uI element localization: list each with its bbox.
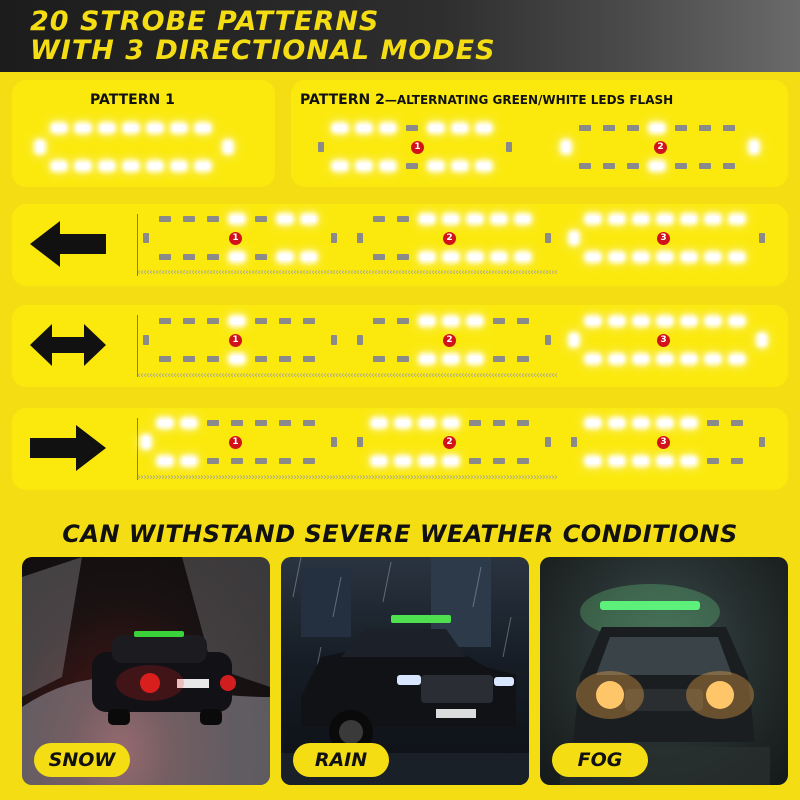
led-off [627,163,639,169]
led-on [683,318,695,324]
led-on [159,458,171,464]
led-on [125,125,137,131]
led-on [125,163,137,169]
fog-label: FOG [552,743,648,777]
led-off [159,254,171,260]
led-on [382,125,394,131]
led-off [303,420,315,426]
rain-photo [281,557,529,785]
step-marker: 3 [657,436,670,449]
led-on [469,356,481,362]
led-on [469,318,481,324]
led-off [675,163,687,169]
led-on [279,254,291,260]
led-off [579,163,591,169]
led-on [707,254,719,260]
led-on [611,356,623,362]
led-on [635,420,647,426]
led-on [197,163,209,169]
led-on [445,356,457,362]
led-off [571,437,577,447]
led-on [587,356,599,362]
led-on [445,420,457,426]
led-on [303,254,315,260]
led-on [659,420,671,426]
led-off [699,163,711,169]
led-off [397,356,409,362]
direction-track-right: ›››››››››››››››››››››››››››››››››››››››››››››››››››››››››››››››››››››››››››››››››››››››››››››››››››››››››››››››››››››››››››››››››››››››››››› [137,473,557,483]
led-on [731,216,743,222]
led-off [357,335,363,345]
led-on [149,163,161,169]
led-off [759,437,765,447]
led-on [421,420,433,426]
led-off [493,420,505,426]
led-on [611,318,623,324]
led-on [445,318,457,324]
divider [137,315,138,377]
led-on [303,216,315,222]
led-off [506,142,512,152]
led-on [469,216,481,222]
led-on [751,142,757,152]
led-on [587,254,599,260]
led-off [397,318,409,324]
led-on [231,254,243,260]
double-arrow-icon [30,320,106,370]
direction-track-left: ‹‹‹‹‹‹‹‹‹‹‹‹‹‹‹‹‹‹‹‹‹‹‹‹‹‹‹‹‹‹‹‹‹‹‹‹‹‹‹‹‹‹‹‹‹‹‹‹‹‹‹‹‹‹‹‹‹‹‹‹‹‹‹‹‹‹‹‹‹‹‹‹‹‹‹‹‹‹‹‹‹‹‹‹‹‹‹‹‹‹‹‹‹‹‹‹‹‹‹‹‹‹‹‹‹‹‹‹‹‹‹‹‹‹‹‹‹‹‹‹‹‹‹‹‹‹‹‹‹‹‹‹‹‹‹‹‹‹‹‹ [137,268,557,278]
led-off [303,458,315,464]
led-on [611,216,623,222]
led-on [611,458,623,464]
led-on [707,318,719,324]
led-off [183,356,195,362]
led-on [635,216,647,222]
led-off [373,216,385,222]
led-off [759,233,765,243]
pattern-2-subtitle: —ALTERNATING GREEN/WHITE LEDS FLASH [384,93,674,107]
led-on [731,254,743,260]
header-title-line2: WITH 3 DIRECTIONAL MODES [30,35,496,66]
led-on [651,125,663,131]
divider [137,418,138,480]
rain-label: RAIN [293,743,389,777]
step-marker: 3 [657,232,670,245]
pattern-1-panel [12,80,275,187]
led-off [406,125,418,131]
led-on [430,125,442,131]
led-on [563,142,569,152]
led-on [587,318,599,324]
led-off [373,356,385,362]
snow-photo [22,557,270,785]
led-off [723,125,735,131]
led-off [406,163,418,169]
left-arrow-icon [30,219,106,269]
led-off [279,420,291,426]
header-banner [0,0,800,72]
led-off [183,318,195,324]
led-on [231,356,243,362]
led-off [331,437,337,447]
led-on [493,216,505,222]
led-on [493,254,505,260]
led-on [430,163,442,169]
led-on [659,458,671,464]
led-on [571,233,577,243]
led-on [37,142,43,152]
step-marker: 1 [229,334,242,347]
led-on [101,163,113,169]
led-on [382,163,394,169]
led-off [517,458,529,464]
led-on [53,163,65,169]
led-off [493,356,505,362]
led-off [255,458,267,464]
led-on [587,216,599,222]
led-off [303,356,315,362]
led-off [207,458,219,464]
led-on [759,335,765,345]
led-off [143,335,149,345]
led-on [173,125,185,131]
led-off [255,420,267,426]
led-off [731,420,743,426]
led-off [207,318,219,324]
led-on [454,125,466,131]
direction-track-both: ‹‹‹‹‹‹‹‹‹‹‹‹‹‹‹‹‹‹‹‹‹‹‹‹‹‹‹‹‹‹‹‹‹‹‹‹‹‹‹‹‹‹‹‹‹‹‹‹‹‹‹‹‹‹‹‹‹‹‹‹‹‹‹‹‹‹‹‹‹‹‹‹‹‹‹‹‹‹‹‹‹‹‹‹‹‹‹‹‹‹‹‹‹‹‹‹‹‹‹‹‹‹‹‹‹‹‹‹‹‹‹‹‹‹‹‹‹‹‹‹‹‹‹‹‹‹‹‹‹‹‹‹‹‹‹‹‹‹‹‹ [137,371,557,381]
led-on [635,254,647,260]
led-on [183,458,195,464]
pattern-1-title: PATTERN 1 [90,92,175,108]
led-on [373,458,385,464]
led-on [173,163,185,169]
led-off [159,318,171,324]
step-marker: 1 [229,436,242,449]
led-off [517,420,529,426]
led-off [397,254,409,260]
led-on [358,125,370,131]
led-on [517,216,529,222]
led-on [143,437,149,447]
led-off [579,125,591,131]
led-on [659,254,671,260]
led-on [231,318,243,324]
led-on [197,125,209,131]
led-off [331,335,337,345]
led-on [587,420,599,426]
led-off [469,458,481,464]
step-marker: 1 [229,232,242,245]
led-on [478,125,490,131]
led-on [445,216,457,222]
led-on [421,356,433,362]
led-off [545,233,551,243]
led-off [255,356,267,362]
led-off [279,458,291,464]
header-title-line1: 20 STROBE PATTERNS [30,6,380,37]
led-on [421,318,433,324]
led-on [159,420,171,426]
led-on [707,356,719,362]
weather-title: CAN WITHSTAND SEVERE WEATHER CONDITIONS [62,520,738,548]
led-on [373,420,385,426]
step-marker: 1 [411,141,424,154]
step-marker: 2 [443,232,456,245]
led-off [707,458,719,464]
led-off [373,318,385,324]
led-off [517,356,529,362]
step-marker: 2 [654,141,667,154]
led-on [77,125,89,131]
led-on [334,125,346,131]
led-off [207,420,219,426]
led-off [603,125,615,131]
led-off [357,233,363,243]
led-off [707,420,719,426]
led-off [231,420,243,426]
led-off [517,318,529,324]
led-off [159,216,171,222]
led-on [517,254,529,260]
led-off [159,356,171,362]
led-off [318,142,324,152]
led-off [279,318,291,324]
led-on [659,216,671,222]
led-on [731,318,743,324]
led-on [421,216,433,222]
led-off [397,216,409,222]
led-on [53,125,65,131]
led-on [683,356,695,362]
led-off [373,254,385,260]
led-on [659,318,671,324]
led-off [469,420,481,426]
led-off [255,254,267,260]
led-on [225,142,231,152]
led-on [731,356,743,362]
led-on [683,216,695,222]
led-on [454,163,466,169]
led-on [77,163,89,169]
led-on [334,163,346,169]
led-on [683,254,695,260]
led-off [255,216,267,222]
led-on [445,458,457,464]
led-on [635,356,647,362]
pattern-2-panel [291,80,788,187]
led-off [603,163,615,169]
right-arrow-icon [30,423,106,473]
fog-photo [540,557,788,785]
led-off [731,458,743,464]
led-on [445,254,457,260]
led-off [231,458,243,464]
led-off [255,318,267,324]
led-on [421,458,433,464]
led-off [331,233,337,243]
led-off [357,437,363,447]
led-on [279,216,291,222]
led-off [493,458,505,464]
led-on [659,356,671,362]
step-marker: 2 [443,436,456,449]
led-off [207,254,219,260]
led-off [207,216,219,222]
led-off [675,125,687,131]
led-on [358,163,370,169]
step-marker: 3 [657,334,670,347]
led-on [635,458,647,464]
led-off [183,216,195,222]
led-off [627,125,639,131]
led-on [571,335,577,345]
led-off [545,437,551,447]
led-off [183,254,195,260]
led-on [397,458,409,464]
led-on [611,420,623,426]
led-on [707,216,719,222]
led-on [469,254,481,260]
led-off [493,318,505,324]
led-on [101,125,113,131]
led-off [143,233,149,243]
led-off [723,163,735,169]
led-off [207,356,219,362]
led-off [279,356,291,362]
led-on [587,458,599,464]
led-on [421,254,433,260]
led-on [149,125,161,131]
led-on [611,254,623,260]
led-on [683,420,695,426]
led-off [303,318,315,324]
led-off [545,335,551,345]
step-marker: 2 [443,334,456,347]
pattern-2-title: PATTERN 2—ALTERNATING GREEN/WHITE LEDS FLASH [300,92,674,108]
led-on [651,163,663,169]
snow-label: SNOW [34,743,130,777]
divider [137,214,138,276]
led-on [635,318,647,324]
led-on [231,216,243,222]
led-off [699,125,711,131]
led-on [478,163,490,169]
led-on [397,420,409,426]
led-on [183,420,195,426]
led-on [683,458,695,464]
